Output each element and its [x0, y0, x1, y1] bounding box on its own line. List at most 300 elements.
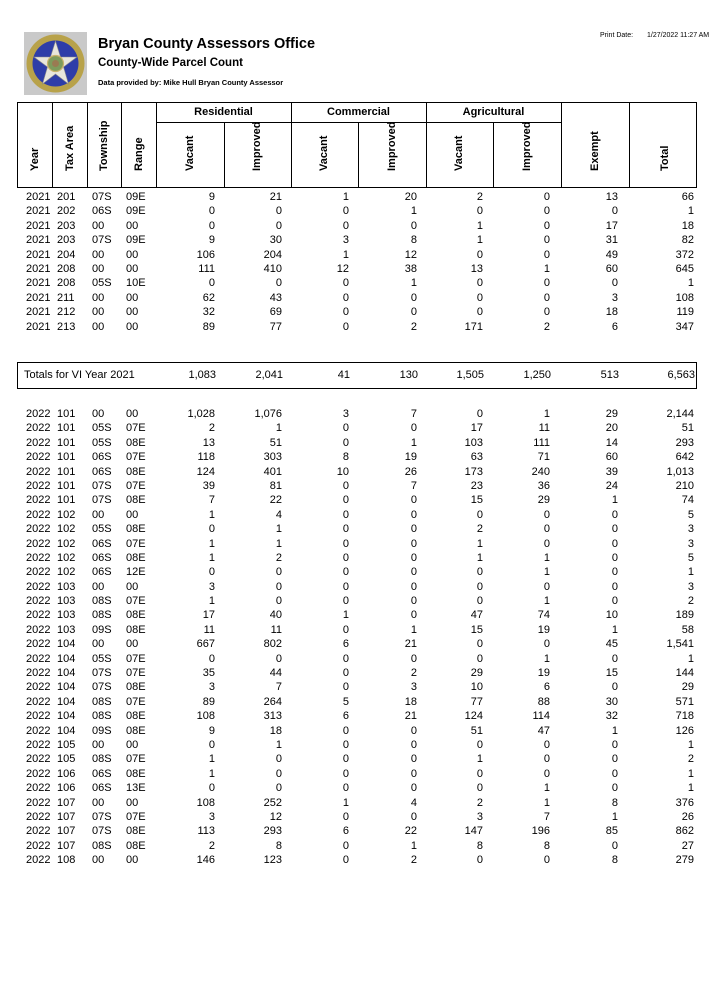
cell-range: 12E — [126, 566, 146, 579]
table-row — [17, 537, 697, 551]
cell-total: 108 — [675, 291, 694, 304]
cell-township: 06S — [92, 451, 112, 464]
cell-tax-area: 102 — [57, 508, 76, 521]
cell-res-improved: 1,076 — [254, 408, 282, 420]
cell-tax-area: 104 — [57, 638, 76, 651]
cell-year: 2022 — [26, 796, 51, 809]
group-residential: Residential — [194, 106, 253, 118]
cell-com-vacant: 0 — [342, 205, 349, 218]
table-row — [17, 738, 697, 752]
cell-com-improved: 20 — [404, 191, 417, 203]
cell-total: 3 — [687, 580, 694, 593]
cell-tax-area: 107 — [57, 796, 76, 809]
cell-township: 05S — [92, 523, 112, 536]
column-header-range: Range — [133, 137, 145, 171]
cell-res-improved: 30 — [269, 234, 282, 247]
cell-exempt: 1 — [611, 623, 618, 636]
cell-year: 2022 — [26, 753, 51, 766]
cell-year: 2022 — [26, 566, 51, 579]
cell-ag-vacant: 3 — [476, 810, 483, 823]
cell-township: 08S — [92, 695, 112, 708]
cell-res-improved: 0 — [275, 277, 282, 290]
cell-ag-improved: 0 — [543, 767, 550, 780]
cell-total: 2 — [687, 595, 694, 608]
cell-tax-area: 102 — [57, 566, 76, 579]
cell-range: 07E — [126, 422, 146, 435]
cell-com-vacant: 0 — [342, 810, 349, 823]
cell-ag-improved: 0 — [543, 234, 550, 247]
cell-year: 2022 — [26, 681, 51, 694]
cell-exempt: 24 — [605, 479, 618, 492]
cell-res-improved: 204 — [263, 248, 282, 261]
cell-township: 09S — [92, 623, 112, 636]
cell-res-improved: 252 — [263, 796, 282, 809]
cell-com-improved: 26 — [404, 465, 417, 478]
cell-township: 00 — [92, 508, 105, 521]
cell-ag-improved: 11 — [538, 422, 550, 435]
cell-ag-improved: 0 — [543, 537, 550, 550]
cell-range: 08E — [126, 839, 146, 852]
cell-ag-vacant: 0 — [476, 277, 483, 290]
cell-com-vacant: 0 — [342, 724, 349, 737]
cell-res-improved: 51 — [269, 436, 282, 449]
cell-com-improved: 0 — [410, 566, 417, 579]
cell-township: 05S — [92, 652, 112, 665]
cell-total: 571 — [675, 695, 694, 708]
cell-range: 07E — [126, 595, 146, 608]
cell-tax-area: 103 — [57, 609, 76, 622]
cell-res-vacant: 146 — [196, 854, 215, 867]
cell-com-vacant: 0 — [342, 479, 349, 492]
cell-exempt: 15 — [605, 667, 618, 680]
cell-tax-area: 213 — [57, 320, 76, 333]
cell-com-vacant: 6 — [342, 638, 349, 651]
oklahoma-state-seal-icon — [24, 32, 87, 95]
cell-range: 00 — [126, 306, 139, 319]
cell-com-improved: 1 — [410, 839, 417, 852]
cell-ag-improved: 0 — [543, 219, 550, 232]
cell-range: 00 — [126, 508, 139, 521]
cell-com-improved: 0 — [410, 767, 417, 780]
cell-year: 2022 — [26, 839, 51, 852]
cell-year: 2021 — [26, 262, 51, 275]
cell-year: 2022 — [26, 408, 51, 420]
print-date-label: Print Date: — [600, 32, 634, 39]
table-row — [17, 479, 697, 493]
cell-total: 5 — [687, 551, 694, 564]
cell-res-improved: 2 — [275, 551, 282, 564]
cell-com-improved: 0 — [410, 219, 417, 232]
cell-tax-area: 101 — [57, 436, 76, 449]
cell-ag-vacant: 13 — [470, 262, 483, 275]
cell-ag-improved: 19 — [537, 667, 550, 680]
cell-township: 05S — [92, 277, 112, 290]
table-row — [17, 637, 697, 651]
cell-township: 07S — [92, 191, 112, 203]
table-row — [17, 291, 697, 305]
cell-com-improved: 1 — [410, 277, 417, 290]
cell-ag-improved: 0 — [543, 277, 550, 290]
table-row — [17, 623, 697, 637]
cell-range: 00 — [126, 580, 139, 593]
cell-range: 08E — [126, 724, 146, 737]
cell-ag-vacant: 0 — [476, 408, 483, 420]
cell-tax-area: 106 — [57, 782, 76, 795]
cell-ag-improved: 74 — [537, 609, 550, 622]
table-row — [17, 824, 697, 838]
cell-com-vacant: 0 — [342, 580, 349, 593]
cell-ag-improved: 36 — [537, 479, 550, 492]
cell-com-improved: 18 — [404, 695, 417, 708]
cell-total: 372 — [675, 248, 694, 261]
cell-exempt: 0 — [611, 767, 618, 780]
cell-range: 07E — [126, 451, 146, 464]
cell-com-vacant: 0 — [342, 320, 349, 333]
cell-township: 08S — [92, 710, 112, 723]
cell-township: 05S — [92, 436, 112, 449]
cell-year: 2022 — [26, 465, 51, 478]
cell-res-improved: 401 — [263, 465, 282, 478]
cell-range: 00 — [126, 219, 139, 232]
cell-com-improved: 22 — [404, 825, 417, 838]
cell-com-improved: 19 — [404, 451, 417, 464]
cell-res-improved: 1 — [275, 738, 282, 751]
cell-ag-improved: 1 — [543, 551, 550, 564]
cell-ag-improved: 71 — [537, 451, 550, 464]
report-title: Bryan County Assessors Office — [98, 36, 316, 52]
cell-com-vacant: 0 — [342, 537, 349, 550]
cell-res-vacant: 3 — [208, 810, 215, 823]
cell-township: 00 — [92, 306, 105, 319]
cell-res-vacant: 3 — [208, 681, 215, 694]
table-row — [17, 450, 697, 464]
cell-exempt: 3 — [611, 291, 618, 304]
cell-com-improved: 0 — [410, 652, 417, 665]
cell-ag-vacant: 17 — [470, 422, 483, 435]
cell-res-vacant: 17 — [202, 609, 215, 622]
cell-res-vacant: 1 — [208, 508, 215, 521]
cell-ag-vacant: 1 — [476, 219, 483, 232]
cell-res-vacant: 1 — [208, 753, 215, 766]
cell-res-improved: 293 — [263, 825, 282, 838]
cell-res-vacant: 667 — [196, 638, 215, 651]
cell-res-improved: 0 — [275, 580, 282, 593]
cell-year: 2022 — [26, 508, 51, 521]
cell-ag-vacant: 0 — [476, 566, 483, 579]
cell-year: 2022 — [26, 451, 51, 464]
cell-ag-vacant: 0 — [476, 767, 483, 780]
cell-year: 2022 — [26, 767, 51, 780]
cell-range: 08E — [126, 767, 146, 780]
cell-exempt: 10 — [605, 609, 618, 622]
totals-value: 6,563 — [667, 369, 695, 381]
table-row — [17, 465, 697, 479]
cell-exempt: 0 — [611, 652, 618, 665]
cell-exempt: 18 — [605, 306, 618, 319]
cell-ag-vacant: 15 — [470, 494, 483, 507]
cell-res-vacant: 2 — [208, 839, 215, 852]
cell-township: 05S — [92, 422, 112, 435]
cell-ag-improved: 0 — [543, 580, 550, 593]
cell-com-improved: 1 — [410, 205, 417, 218]
cell-year: 2022 — [26, 436, 51, 449]
cell-total: 1 — [687, 738, 694, 751]
table-row — [17, 652, 697, 666]
cell-total: 2 — [687, 753, 694, 766]
cell-res-improved: 12 — [269, 810, 282, 823]
cell-res-vacant: 0 — [208, 566, 215, 579]
cell-total: 119 — [676, 306, 694, 319]
cell-res-vacant: 3 — [208, 580, 215, 593]
cell-year: 2022 — [26, 738, 51, 751]
cell-year: 2021 — [26, 248, 51, 261]
cell-township: 06S — [92, 566, 112, 579]
cell-res-vacant: 118 — [197, 451, 215, 464]
cell-total: 26 — [681, 810, 694, 823]
cell-total: 3 — [687, 523, 694, 536]
cell-ag-improved: 1 — [543, 262, 550, 275]
cell-township: 09S — [92, 724, 112, 737]
cell-township: 08S — [92, 753, 112, 766]
cell-range: 07E — [126, 695, 146, 708]
cell-year: 2022 — [26, 595, 51, 608]
cell-range: 09E — [126, 191, 146, 203]
cell-ag-improved: 7 — [543, 810, 550, 823]
cell-res-vacant: 111 — [198, 262, 215, 275]
table-row — [17, 551, 697, 565]
cell-com-vacant: 0 — [342, 494, 349, 507]
cell-total: 1,013 — [666, 465, 694, 478]
cell-total: 27 — [681, 839, 694, 852]
cell-township: 06S — [92, 551, 112, 564]
cell-ag-vacant: 51 — [470, 724, 483, 737]
cell-com-improved: 0 — [410, 551, 417, 564]
cell-tax-area: 106 — [57, 767, 76, 780]
cell-com-vacant: 6 — [342, 710, 349, 723]
cell-res-vacant: 108 — [196, 796, 215, 809]
cell-township: 07S — [92, 479, 112, 492]
cell-res-improved: 81 — [269, 479, 282, 492]
cell-ag-vacant: 103 — [464, 436, 483, 449]
cell-year: 2021 — [26, 205, 51, 218]
cell-tax-area: 104 — [57, 667, 76, 680]
cell-com-vacant: 0 — [342, 681, 349, 694]
cell-exempt: 60 — [605, 262, 618, 275]
cell-res-improved: 21 — [269, 191, 282, 203]
cell-township: 00 — [92, 738, 105, 751]
cell-res-vacant: 9 — [208, 234, 215, 247]
cell-res-improved: 410 — [263, 262, 282, 275]
cell-res-improved: 1 — [275, 523, 282, 536]
cell-ag-vacant: 0 — [476, 782, 483, 795]
cell-res-vacant: 124 — [196, 465, 215, 478]
cell-range: 07E — [126, 537, 146, 550]
totals-label: Totals for VI Year 2021 — [24, 369, 135, 381]
data-source-note: Data provided by: Mike Hull Bryan County Assessor — [98, 78, 284, 87]
cell-ag-improved: 0 — [543, 523, 550, 536]
cell-res-improved: 303 — [263, 451, 282, 464]
column-header-com-improved: Improved — [386, 121, 398, 171]
cell-ag-vacant: 0 — [476, 248, 483, 261]
table-row — [17, 248, 697, 262]
cell-res-improved: 0 — [275, 767, 282, 780]
column-header-total: Total — [659, 145, 671, 171]
cell-total: 376 — [675, 796, 694, 809]
cell-tax-area: 104 — [57, 724, 76, 737]
cell-range: 00 — [126, 291, 139, 304]
cell-res-vacant: 11 — [203, 623, 215, 636]
cell-ag-vacant: 0 — [476, 580, 483, 593]
column-header-com-vacant: Vacant — [318, 135, 330, 171]
cell-ag-vacant: 171 — [464, 320, 483, 333]
cell-com-vacant: 0 — [342, 306, 349, 319]
cell-township: 00 — [92, 580, 105, 593]
cell-tax-area: 105 — [57, 753, 76, 766]
cell-year: 2022 — [26, 551, 51, 564]
table-row — [17, 767, 697, 781]
cell-exempt: 0 — [611, 566, 618, 579]
cell-com-vacant: 0 — [342, 566, 349, 579]
cell-com-improved: 0 — [410, 291, 417, 304]
cell-township: 00 — [92, 854, 105, 867]
cell-res-vacant: 108 — [196, 710, 215, 723]
cell-total: 51 — [681, 422, 694, 435]
cell-exempt: 49 — [605, 248, 618, 261]
cell-total: 3 — [687, 537, 694, 550]
cell-res-improved: 0 — [275, 566, 282, 579]
cell-ag-vacant: 147 — [464, 825, 483, 838]
cell-year: 2022 — [26, 580, 51, 593]
cell-year: 2022 — [26, 854, 51, 867]
cell-range: 00 — [126, 638, 139, 651]
cell-res-improved: 313 — [263, 710, 282, 723]
cell-exempt: 14 — [605, 436, 618, 449]
cell-range: 09E — [126, 234, 146, 247]
cell-total: 293 — [675, 436, 694, 449]
cell-res-vacant: 0 — [208, 738, 215, 751]
cell-total: 5 — [687, 508, 694, 521]
cell-year: 2021 — [26, 306, 51, 319]
cell-tax-area: 211 — [57, 291, 75, 304]
cell-year: 2022 — [26, 710, 51, 723]
table-row — [17, 565, 697, 579]
table-row — [17, 219, 697, 233]
cell-res-vacant: 7 — [208, 494, 215, 507]
cell-com-improved: 0 — [410, 724, 417, 737]
cell-com-vacant: 0 — [342, 523, 349, 536]
cell-tax-area: 103 — [57, 595, 76, 608]
table-row — [17, 680, 697, 694]
cell-com-improved: 0 — [410, 782, 417, 795]
cell-year: 2022 — [26, 782, 51, 795]
cell-com-vacant: 0 — [342, 436, 349, 449]
cell-township: 07S — [92, 494, 112, 507]
cell-com-improved: 38 — [404, 262, 417, 275]
cell-total: 1,541 — [666, 638, 694, 651]
cell-tax-area: 107 — [57, 810, 76, 823]
cell-range: 08E — [126, 710, 146, 723]
cell-res-vacant: 113 — [197, 825, 215, 838]
county-seal-logo — [24, 32, 87, 95]
cell-com-vacant: 1 — [342, 248, 349, 261]
cell-res-improved: 0 — [275, 219, 282, 232]
table-row — [17, 522, 697, 536]
table-row — [17, 796, 697, 810]
totals-row-2021 — [17, 362, 697, 389]
cell-ag-improved: 240 — [531, 465, 550, 478]
cell-township: 06S — [92, 782, 112, 795]
cell-township: 07S — [92, 810, 112, 823]
cell-res-vacant: 1 — [208, 537, 215, 550]
cell-year: 2021 — [26, 191, 51, 203]
cell-range: 00 — [126, 320, 139, 333]
cell-range: 10E — [126, 277, 146, 290]
cell-res-vacant: 106 — [196, 248, 215, 261]
cell-exempt: 8 — [611, 854, 618, 867]
cell-exempt: 60 — [605, 451, 618, 464]
totals-value: 130 — [399, 369, 418, 381]
cell-year: 2022 — [26, 623, 51, 636]
cell-tax-area: 203 — [57, 234, 76, 247]
cell-ag-improved: 0 — [543, 753, 550, 766]
cell-tax-area: 102 — [57, 523, 76, 536]
cell-com-improved: 7 — [410, 408, 417, 420]
table-header — [17, 102, 697, 188]
cell-tax-area: 103 — [57, 623, 76, 636]
cell-com-improved: 2 — [410, 854, 417, 867]
cell-exempt: 17 — [605, 219, 618, 232]
cell-ag-vacant: 124 — [464, 710, 483, 723]
cell-year: 2022 — [26, 537, 51, 550]
cell-res-improved: 40 — [269, 609, 282, 622]
cell-total: 862 — [675, 825, 694, 838]
cell-res-vacant: 0 — [208, 782, 215, 795]
cell-com-vacant: 1 — [342, 609, 349, 622]
cell-tax-area: 208 — [57, 262, 76, 275]
cell-res-vacant: 0 — [208, 277, 215, 290]
cell-com-improved: 1 — [410, 436, 417, 449]
cell-tax-area: 105 — [57, 738, 76, 751]
table-row — [17, 580, 697, 594]
totals-value: 1,250 — [523, 369, 551, 381]
cell-tax-area: 101 — [57, 451, 76, 464]
table-row — [17, 752, 697, 766]
cell-res-improved: 8 — [275, 839, 282, 852]
cell-res-improved: 77 — [269, 320, 282, 333]
cell-ag-improved: 0 — [543, 248, 550, 261]
cell-ag-improved: 1 — [543, 595, 550, 608]
column-header-ag-vacant: Vacant — [453, 135, 465, 171]
column-header-exempt: Exempt — [589, 131, 601, 171]
cell-year: 2022 — [26, 652, 51, 665]
cell-range: 00 — [126, 248, 139, 261]
cell-com-vacant: 0 — [342, 551, 349, 564]
cell-tax-area: 104 — [57, 710, 76, 723]
cell-year: 2021 — [26, 320, 51, 333]
cell-township: 00 — [92, 248, 105, 261]
table-row — [17, 320, 697, 334]
cell-com-improved: 12 — [404, 248, 417, 261]
cell-res-vacant: 35 — [202, 667, 215, 680]
cell-exempt: 85 — [605, 825, 618, 838]
print-date-value: 1/27/2022 11:27 AM — [647, 32, 709, 39]
cell-ag-improved: 1 — [543, 796, 550, 809]
cell-res-improved: 264 — [263, 695, 282, 708]
cell-ag-vacant: 15 — [470, 623, 483, 636]
report-subtitle: County-Wide Parcel Count — [98, 57, 243, 69]
cell-total: 18 — [681, 219, 694, 232]
cell-tax-area: 103 — [57, 580, 76, 593]
